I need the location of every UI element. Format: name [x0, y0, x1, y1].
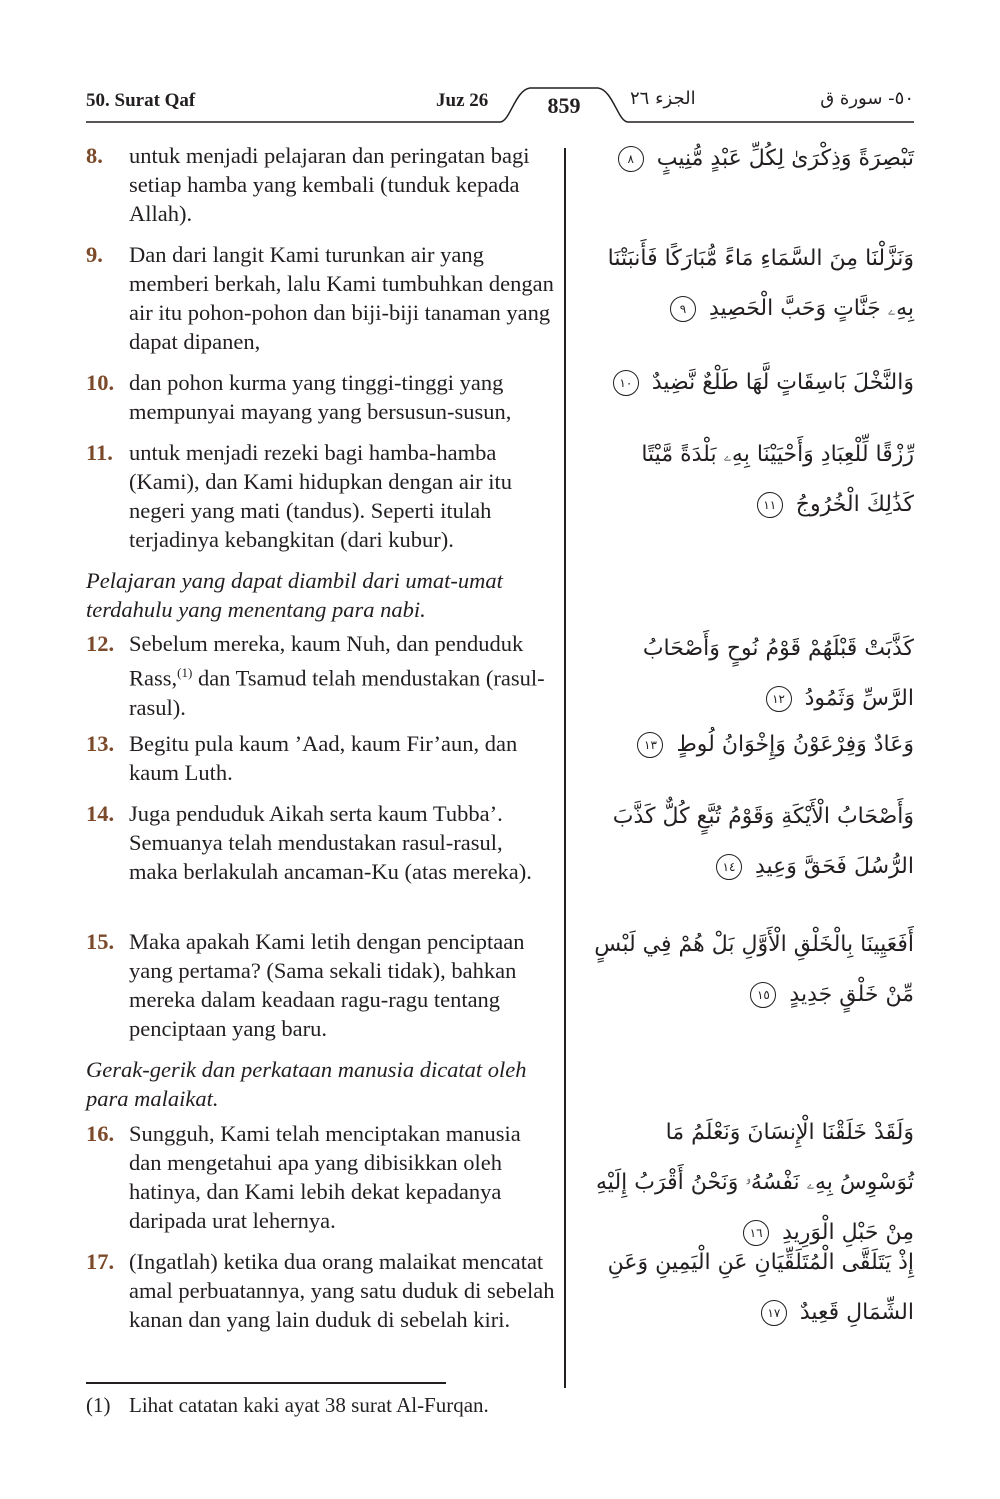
- arabic-text: كَذَّبَتْ قَبْلَهُمْ قَوْمُ نُوحٍ وَأَصْحَابُ الرَّسِّ وَثَمُودُ: [642, 636, 914, 711]
- verse-17-translation: [86, 1247, 556, 1334]
- footnote-text: Lihat catatan kaki ayat 38 surat Al-Furqan.: [129, 1393, 489, 1417]
- arabic-text: رِّزْقًا لِّلْعِبَادِ وَأَحْيَيْنَا بِهِۦ بَلْدَةً مَّيْتًا كَذَٰلِكَ الْخُرُوجُ: [641, 442, 914, 517]
- verse-number: 8.: [86, 143, 103, 168]
- verse-text: untuk menjadi pelajaran dan peringatan bagi setiap hamba yang kembali (tunduk kepada Allah).: [129, 143, 530, 226]
- verse-10-arabic: [594, 358, 914, 408]
- footnote-rule: [86, 1382, 446, 1384]
- verse-text: (Ingatlah) ketika dua orang malaikat mencatat amal perbuatannya, yang satu duduk di sebelah kanan dan yang lain duduk di sebelah kiri.: [129, 1249, 555, 1332]
- arabic-text: تَبْصِرَةً وَذِكْرَىٰ لِكُلِّ عَبْدٍ مُّنِيبٍ: [656, 146, 914, 171]
- verse-number: 14.: [86, 801, 115, 826]
- verse-text: Dan dari langit Kami turunkan air yang memberi berkah, lalu Kami tumbuhkan dengan air itu pohon-pohon dan biji-biji tanaman yang dapat dipanen,: [129, 242, 554, 354]
- ayah-end-marker: ٨: [618, 146, 644, 172]
- verse-11-translation: [86, 438, 556, 554]
- verse-15-translation: [86, 927, 556, 1043]
- verse-text-part: dan Tsamud telah mendustakan (rasul-rasul).: [129, 665, 545, 720]
- verse-number: 15.: [86, 929, 115, 954]
- verse-text-part: Sebelum mereka, kaum Nuh, dan penduduk Rass,: [129, 631, 524, 691]
- verse-10-translation: [86, 368, 556, 426]
- ayah-end-marker: ١٦: [743, 1220, 769, 1246]
- verse-9-translation: [86, 240, 556, 356]
- verse-8-translation: [86, 141, 556, 228]
- section-heading: Pelajaran yang dapat diambil dari umat-umat terdahulu yang menentang para nabi.: [86, 568, 503, 622]
- verse-13-arabic: [594, 720, 914, 770]
- page-number: 859: [547, 93, 581, 118]
- ayah-end-marker: ١٠: [613, 370, 639, 396]
- surah-title-latin: 50. Surat Qaf: [86, 90, 196, 111]
- verse-14-arabic: [594, 792, 914, 892]
- footnote-reference[interactable]: (1): [177, 665, 193, 680]
- verse-number: 17.: [86, 1249, 115, 1274]
- section-heading: Gerak-gerik dan perkataan manusia dicatat oleh para malaikat.: [86, 1057, 527, 1111]
- verse-number: 13.: [86, 731, 115, 756]
- verse-number: 10.: [86, 370, 115, 395]
- verse-text: [129, 629, 556, 722]
- verse-17-arabic: [594, 1238, 914, 1338]
- arabic-text: وَأَصْحَابُ الْأَيْكَةِ وَقَوْمُ تُبَّعٍ كُلٌّ كَذَّبَ الرُّسُلَ فَحَقَّ وَعِيدِ: [612, 804, 914, 879]
- verse-13-translation: [86, 729, 556, 787]
- verse-text: Juga penduduk Aikah serta kaum Tubba’. Semuanya telah mendustakan rasul-rasul, maka berlakulah ancaman-Ku (atas mereka).: [129, 801, 532, 884]
- arabic-text: أَفَعَيِينَا بِالْخَلْقِ الْأَوَّلِ بَلْ هُمْ فِي لَبْسٍ مِّنْ خَلْقٍ جَدِيدٍ: [594, 932, 914, 1007]
- verse-8-arabic: [594, 134, 914, 184]
- ayah-end-marker: ١٥: [750, 982, 776, 1008]
- arabic-text: إِذْ يَتَلَقَّى الْمُتَلَقِّيَانِ عَنِ الْيَمِينِ وَعَنِ الشِّمَالِ قَعِيدٌ: [607, 1250, 914, 1325]
- arabic-text: وَلَقَدْ خَلَقْنَا الْإِنسَانَ وَنَعْلَمُ مَا تُوَسْوِسُ بِهِۦ نَفْسُهُۥ وَنَحْنُ أَقْرَبُ إِلَيْهِ مِنْ حَبْلِ الْوَرِيدِ: [596, 1120, 914, 1245]
- juz-label-latin: Juz 26: [436, 90, 489, 111]
- verse-number: 12.: [86, 631, 115, 656]
- verse-16-translation: [86, 1119, 556, 1235]
- arabic-text: وَعَادٌ وَفِرْعَوْنُ وَإِخْوَانُ لُوطٍ: [676, 732, 914, 757]
- ayah-end-marker: ١٢: [766, 686, 792, 712]
- header-rule: [0, 0, 1000, 130]
- verse-9-arabic: [594, 234, 914, 334]
- verse-11-arabic: [594, 430, 914, 530]
- surah-title-arabic: ٥٠- سورة ق: [820, 88, 914, 109]
- verse-12-translation: [86, 629, 556, 722]
- verse-text: Maka apakah Kami letih dengan penciptaan yang pertama? (Sama sekali tidak), bahkan mereka dalam keadaan ragu-ragu tentang penciptaan yang baru.: [129, 929, 525, 1041]
- verse-number: 11.: [86, 440, 113, 465]
- verse-text: untuk menjadi rezeki bagi hamba-hamba (Kami), dan Kami hidupkan dengan air itu negeri yang mati (tandus). Seperti itulah terjadinya kebangkitan (dari kubur).: [129, 440, 513, 552]
- ayah-end-marker: ١٣: [637, 732, 663, 758]
- verse-text: Sungguh, Kami telah menciptakan manusia dan mengetahui apa yang dibisikkan oleh hatinya, dan Kami lebih dekat kepadanya daripada urat lehernya.: [129, 1121, 521, 1233]
- verse-15-arabic: [594, 920, 914, 1020]
- arabic-text: وَالنَّخْلَ بَاسِقَاتٍ لَّهَا طَلْعٌ نَّضِيدٌ: [651, 370, 914, 395]
- column-divider: [564, 148, 566, 1388]
- verse-number: 9.: [86, 242, 103, 267]
- verse-text: Begitu pula kaum ’Aad, kaum Fir’aun, dan kaum Luth.: [129, 731, 518, 785]
- verse-number: 16.: [86, 1121, 115, 1146]
- verse-text: dan pohon kurma yang tinggi-tinggi yang mempunyai mayang yang bersusun-susun,: [129, 370, 512, 424]
- juz-label-arabic: الجزء ٢٦: [630, 88, 696, 109]
- ayah-end-marker: ١٧: [761, 1300, 787, 1326]
- verse-12-arabic: [594, 624, 914, 724]
- verse-16-arabic: [594, 1108, 914, 1258]
- arabic-text: وَنَزَّلْنَا مِنَ السَّمَاءِ مَاءً مُّبَارَكًا فَأَنبَتْنَا بِهِۦ جَنَّاتٍ وَحَبَّ الْحَصِيدِ: [607, 246, 914, 321]
- ayah-end-marker: ١٤: [716, 854, 742, 880]
- footnote-number: (1): [86, 1393, 111, 1417]
- verse-14-translation: [86, 799, 556, 886]
- footnote: [86, 1393, 489, 1418]
- ayah-end-marker: ١١: [757, 492, 783, 518]
- ayah-end-marker: ٩: [670, 296, 696, 322]
